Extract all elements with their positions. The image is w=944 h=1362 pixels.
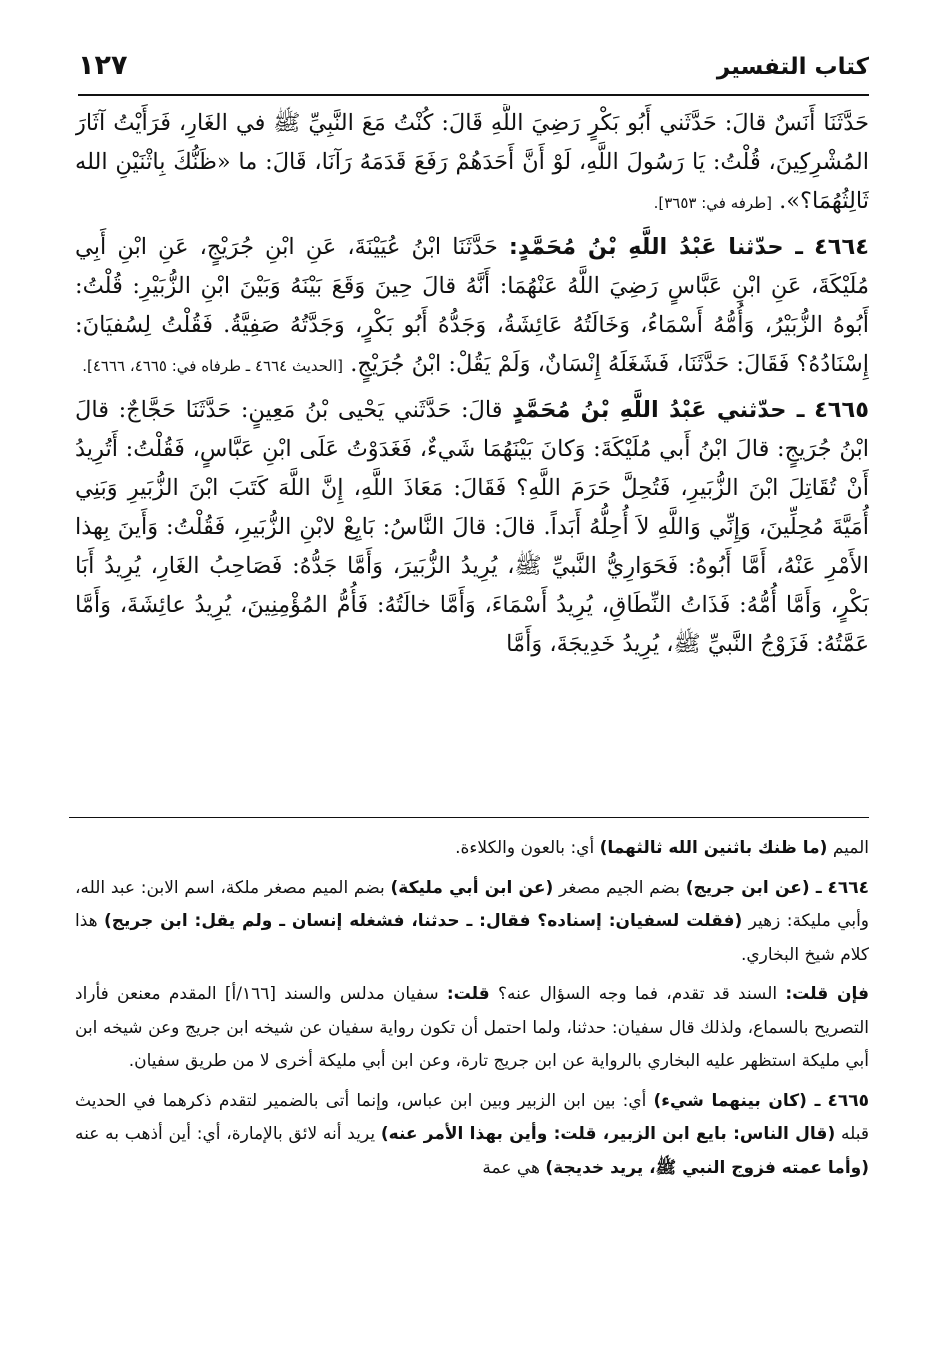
page-number: ١٢٧ <box>78 50 128 81</box>
commentary <box>75 832 869 1302</box>
hadith-body: حَدَّثَنَا أَنَسٌ قالَ: حَدَّثَني أَبُو بَكْرٍ رَضِيَ اللَّهِ قَالَ: كُنْتُ مَعَ النَّبِيِّ ﷺ في الغَارِ، فَرَأَيْتُ آثَارَ المُشْرِكِينَ، قُلْتُ: يَا رَسُولَ اللَّهِ، لَوْ أَنَّ أَحَدَهُمْ رَفَعَ قَدَمَهُ رَآنَا، قَالَ: ما «ظَنُّكَ بِاثْنَيْنِ الله ثَالِثُهُمَا؟». <box>75 110 869 214</box>
commentary-text: بضم الجيم مصغر <box>558 877 680 898</box>
commentary-text: بضم الميم مصغر ملكة، اسم الابن: عبد الله، وأبي مليكة: زهير <box>75 877 869 931</box>
commentary-paragraph <box>75 978 869 1079</box>
commentary-text: أي: بين ابن الزبير وبين ابن عباس، وإنما أتى بالضمير لتقدم ذكرهما في الحديث قبله <box>75 1090 869 1144</box>
commentary-quote: قلت: <box>446 984 490 1004</box>
commentary-quote: (وأما عمته فزوج النبي ﷺ، يريد خديجة) <box>545 1157 869 1178</box>
commentary-text: يريد أنه لائق بالإمارة، أي: أين أذهب به عنه <box>75 1124 376 1144</box>
commentary-quote: (قال الناس: بايع ابن الزبير، قلت: وأين بهذا الأمر عنه) <box>380 1124 836 1144</box>
commentary-quote: ـ (عن ابن جريج) <box>685 877 822 898</box>
hadith-number: ٤٦٦٤ <box>814 234 869 260</box>
footnote-divider <box>69 817 869 818</box>
book-title: كتاب التفسير <box>716 54 869 80</box>
commentary-quote: فإن قلت: <box>785 984 869 1004</box>
commentary-quote: (ما ظنك باثنين الله ثالثهما) <box>599 838 828 858</box>
commentary-paragraph <box>75 872 869 973</box>
commentary-paragraph <box>75 832 869 866</box>
hadith-lead: ـ حدّثنا عَبْدُ اللَّهِ بْنُ مُحَمَّدٍ: <box>508 234 803 260</box>
hadith-number: ٤٦٦٤ <box>827 877 869 898</box>
commentary-text: سفيان مدلس والسند [١٦٦/أ] المقدم معنعن فأراد التصريح بالسماع، ولذلك قال سفيان: حدثنا، ولما احتمل أن تكون رواية سفيان عن شيخه ابن جريج وعن شيخه ابن أبي مليكة استظهر عليه البخاري بالرواية عن ابن جريج تارة، وعن ابن أبي مليكة أخرى لا من طريق سفيان. <box>75 984 869 1071</box>
commentary-paragraph <box>75 1085 869 1186</box>
commentary-text: أي: بالعون والكلاءة. <box>455 838 595 858</box>
hadith-text <box>75 104 869 804</box>
commentary-quote: (عن ابن أبي مليكة) <box>390 877 554 898</box>
hadith-lead: ـ حدّثني عَبْدُ اللَّهِ بْنُ مُحَمَّدٍ <box>512 397 805 423</box>
commentary-text: هي عمة <box>482 1157 540 1178</box>
commentary-text: هذا كلام شيخ البخاري. <box>75 911 869 965</box>
hadith-number: ٤٦٦٥ <box>814 397 869 423</box>
hadith-4665 <box>75 391 869 664</box>
commentary-quote: (فقلت لسفيان: إسناده؟ فقال: ـ حدثنا، فشغله إنسان ـ ولم يقل: ابن جريج) <box>104 911 743 931</box>
hadith-body: قالَ: حَدَّثَني يَحْيى بْنُ مَعِينٍ: حَدَّثَنَا حَجَّاجٌ: قالَ ابْنُ جُرَيجٍ: قالَ ابْنُ أَبي مُلَيْكَةَ: وَكانَ بَيْنَهُمَا شَيءٌ، فَغَدَوْتُ عَلَى ابْنِ عَبَّاسٍ، فَقُلْتُ: أَتُرِيدُ أَنْ تُقَاتِلَ ابْنَ الزُّبَيرِ، فَتُحِلَّ حَرَمَ اللَّهِ؟ فَقَالَ: مَعَاذَ اللَّهِ، إِنَّ اللَّهَ كَتَبَ ابْنَ الزُّبَيرِ وَبَنِي أُمَيَّةَ مُحِلِّينَ، وَإِنِّي وَاللَّهِ لاَ أُحِلُّهُ أَبَداً. قالَ: قالَ النَّاسُ: بَايِعْ لابْنِ الزُّبَيرِ، فَقُلْتُ: وَأَينَ بِهذا الأَمْرِ عَنْهُ، أَمَّا أَبُوهُ: فَحَوَارِيُّ النَّبيِّ ﷺ، يُرِيدُ الزُّبَيرَ، وَأَمَّا جَدُّهُ: فَصَاحِبُ الغَارِ، يُرِيدُ أَبَا بَكْرٍ، وَأَمَّا أُمُّهُ: فَذَاتُ النِّطَاقِ، يُرِيدُ أَسْمَاءَ، وَأَمَّا خالَتُهُ: فَأُمُّ المُؤْمِنِينَ، يُرِيدُ عائِشَةَ، وَأَمَّا عَمَّتُهُ: فَزَوْجُ النَّبيِّ ﷺ، يُرِيدُ خَدِيجَةَ، وَأَمَّا <box>75 397 869 657</box>
cross-reference: [طرفه في: ٣٦٥٣]. <box>653 194 772 212</box>
hadith-number: ٤٦٦٥ <box>827 1090 869 1111</box>
hadith-body: حَدَّثَنَا ابْنُ عُيَيْنَةَ، عَنِ ابْنِ جُرَيْجٍ، عَنِ ابْنِ أَبِي مُلَيْكَةَ، عَنِ ابْنِ عَبَّاسٍ رَضِيَ اللَّهُ عَنْهُمَا: أَنَّهُ قالَ حِينَ وَقَعَ بَيْنَهُ وَبَيْنَ ابْنِ الزُّبَيْرِ: قُلْتُ: أَبُوهُ الزُّبَيْرُ، وَأُمُّهُ أَسْمَاءُ، وَخَالَتُهُ عَائِشَةُ، وَجَدُّهُ أَبُو بَكْرٍ، وَجَدَّتُهُ صَفِيَّةُ. فَقُلْتُ لِسُفيَانَ: إِسْنَادُهُ؟ فَقَالَ: حَدَّثَنَا، فَشَغَلَهُ إِنْسَانٌ، وَلَمْ يَقُلْ: ابْنُ جُرَيْجٍ. <box>75 234 869 377</box>
page-header <box>78 46 869 96</box>
hadith-paragraph <box>75 104 869 223</box>
hadith-4664 <box>75 228 869 386</box>
cross-reference: [الحديث ٤٦٦٤ ـ طرفاه في: ٤٦٦٥، ٤٦٦٦]. <box>82 357 344 375</box>
commentary-text: السند قد تقدم، فما وجه السؤال عنه؟ <box>497 984 778 1004</box>
commentary-text: الميم <box>832 838 869 858</box>
commentary-quote: ـ (كان بينهما شيء) <box>653 1090 821 1111</box>
